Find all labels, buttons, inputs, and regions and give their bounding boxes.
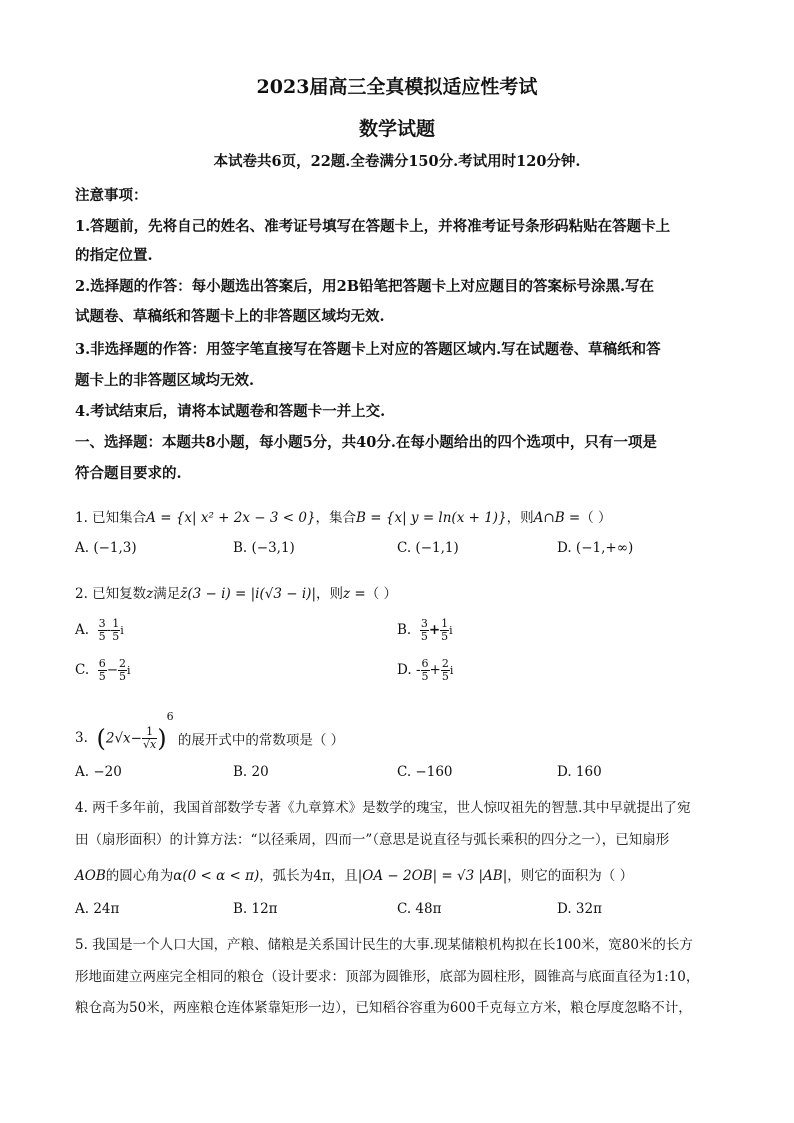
var-z: z xyxy=(146,586,154,602)
fraction: $\frac{1}{5}$ xyxy=(441,617,449,643)
q4-option-a: A. 24π xyxy=(75,901,120,917)
question-3: 3. (2√x− $\frac{1}{√x}$ )$^6$ 的展开式中的常数项是（ ） xyxy=(75,710,345,753)
notes-line: 的指定位置. xyxy=(75,247,153,264)
q2-option-a: A. $\frac{3}{5}$ - $\frac{1}{5}$ i xyxy=(75,617,124,643)
notes-line: 试题卷、草稿纸和答题卡上的非答题区域均无效. xyxy=(75,308,385,325)
angle-range: α(0 < α < π) xyxy=(173,868,260,884)
q2-option-d: D. - $\frac{6}{5}$ + $\frac{2}{5}$ i xyxy=(397,657,454,683)
question-5-line: 粮仓高为50米，两座粮仓连体紧靠矩形一边），已知稻谷容重为600千克每立方米，粮仓厚度忽略不计， xyxy=(75,1000,692,1016)
question-4-line: 田（扇形面积）的计算方法：“以径乘周，四而一”（意思是说直径与弧长乘积的四分之一），已知扇形 xyxy=(75,832,670,848)
q2-option-b: B. $\frac{3}{5}$ + $\frac{1}{5}$ i xyxy=(397,617,453,643)
notes-line: 4.考试结束后，请将本试题卷和答题卡一并上交. xyxy=(75,403,386,420)
intersection-expr: A∩B = xyxy=(533,510,581,526)
q3-option-a: A. −20 xyxy=(75,764,122,780)
q4-option-c: C. 48π xyxy=(397,901,442,917)
vector-equation: |OA − 2OB| = √3 |AB| xyxy=(357,868,508,884)
notes-line: 2.选择题的作答：每小题选出答案后，用2B铅笔把答题卡上对应题目的答案标号涂黑.写在 xyxy=(75,278,655,295)
complex-equation: z̄(3 − i) = |i(√3 − i)| xyxy=(180,586,316,602)
fraction: $\frac{1}{5}$ xyxy=(112,617,120,643)
fraction: $\frac{6}{5}$ xyxy=(98,657,106,683)
section-heading: 一、选择题：本题共8小题，每小题5分，共40分.在每小题给出的四个选项中，只有一项是 xyxy=(75,434,657,451)
q2-option-c: C. $\frac{6}{5}$ − $\frac{2}{5}$ i xyxy=(75,657,131,683)
exam-subtitle: 数学试题 xyxy=(358,118,435,140)
question-1: 1. 已知集合A = {x| x² + 2x − 3 < 0}，集合B = {x| y = ln(x + 1)}，则A∩B =（ ） xyxy=(75,510,612,526)
question-4-line: AOB的圆心角为α(0 < α < π)，弧长为4π，且|OA − 2OB| = √3 |AB|，则它的面积为（ ） xyxy=(75,868,634,884)
notes-heading: 注意事项： xyxy=(75,187,148,204)
fraction: $\frac{3}{5}$ xyxy=(98,617,106,643)
fraction: $\frac{2}{5}$ xyxy=(441,657,449,683)
question-4-line: 4. 两千多年前，我国首部数学专著《九章算术》是数学的瑰宝，世人惊叹祖先的智慧.其中早就提出了宛 xyxy=(75,800,691,816)
z-expr: z = xyxy=(343,586,366,602)
exam-title: 2023届高三全真模拟适应性考试 xyxy=(256,76,538,98)
fraction: $\frac{2}{5}$ xyxy=(119,657,127,683)
set-a: A = {x| x² + 2x − 3 < 0} xyxy=(146,510,316,526)
question-5-line: 形地面建立两座完全相同的粮仓（设计要求：顶部为圆锥形，底部为圆柱形，圆锥高与底面直径为1:10， xyxy=(75,969,700,985)
exam-info: 本试卷共6页，22题.全卷满分150分.考试用时120分钟. xyxy=(213,153,581,170)
q1-option-a: A. (−1,3) xyxy=(75,540,137,556)
q4-option-d: D. 32π xyxy=(557,901,602,917)
question-2: 2. 已知复数z满足z̄(3 − i) = |i(√3 − i)|，则z =（ ） xyxy=(75,586,398,602)
notes-line: 题卡上的非答题区域均无效. xyxy=(75,372,255,389)
q3-option-d: D. 160 xyxy=(557,764,602,780)
q3-option-b: B. 20 xyxy=(233,764,269,780)
exponent: 6 xyxy=(166,710,174,723)
q4-option-b: B. 12π xyxy=(233,901,278,917)
section-heading-cont: 符合题目要求的. xyxy=(75,465,182,482)
set-b: B = {x| y = ln(x + 1)} xyxy=(356,510,507,526)
question-5-line: 5. 我国是一个人口大国，产粮、储粮是关系国计民生的大事.现某储粮机构拟在长100米，宽80米的长方 xyxy=(75,937,693,953)
q1-option-c: C. (−1,1) xyxy=(397,540,459,556)
fraction: $\frac{3}{5}$ xyxy=(420,617,428,643)
binomial-term: 2√x xyxy=(105,730,131,747)
q1-option-b: B. (−3,1) xyxy=(233,540,295,556)
q3-option-c: C. −160 xyxy=(397,764,453,780)
fraction: $\frac{1}{√x}$ xyxy=(142,725,157,751)
notes-line: 1.答题前，先将自己的姓名、准考证号填写在答题卡上，并将准考证号条形码粘贴在答题卡上 xyxy=(75,218,671,235)
notes-line: 3.非选择题的作答：用签字笔直接写在答题卡上对应的答题区域内.写在试题卷、草稿纸和答 xyxy=(75,341,661,358)
sector-name: AOB xyxy=(75,868,106,884)
q1-option-d: D. (−1,+∞) xyxy=(557,540,634,556)
fraction: $\frac{6}{5}$ xyxy=(421,657,429,683)
